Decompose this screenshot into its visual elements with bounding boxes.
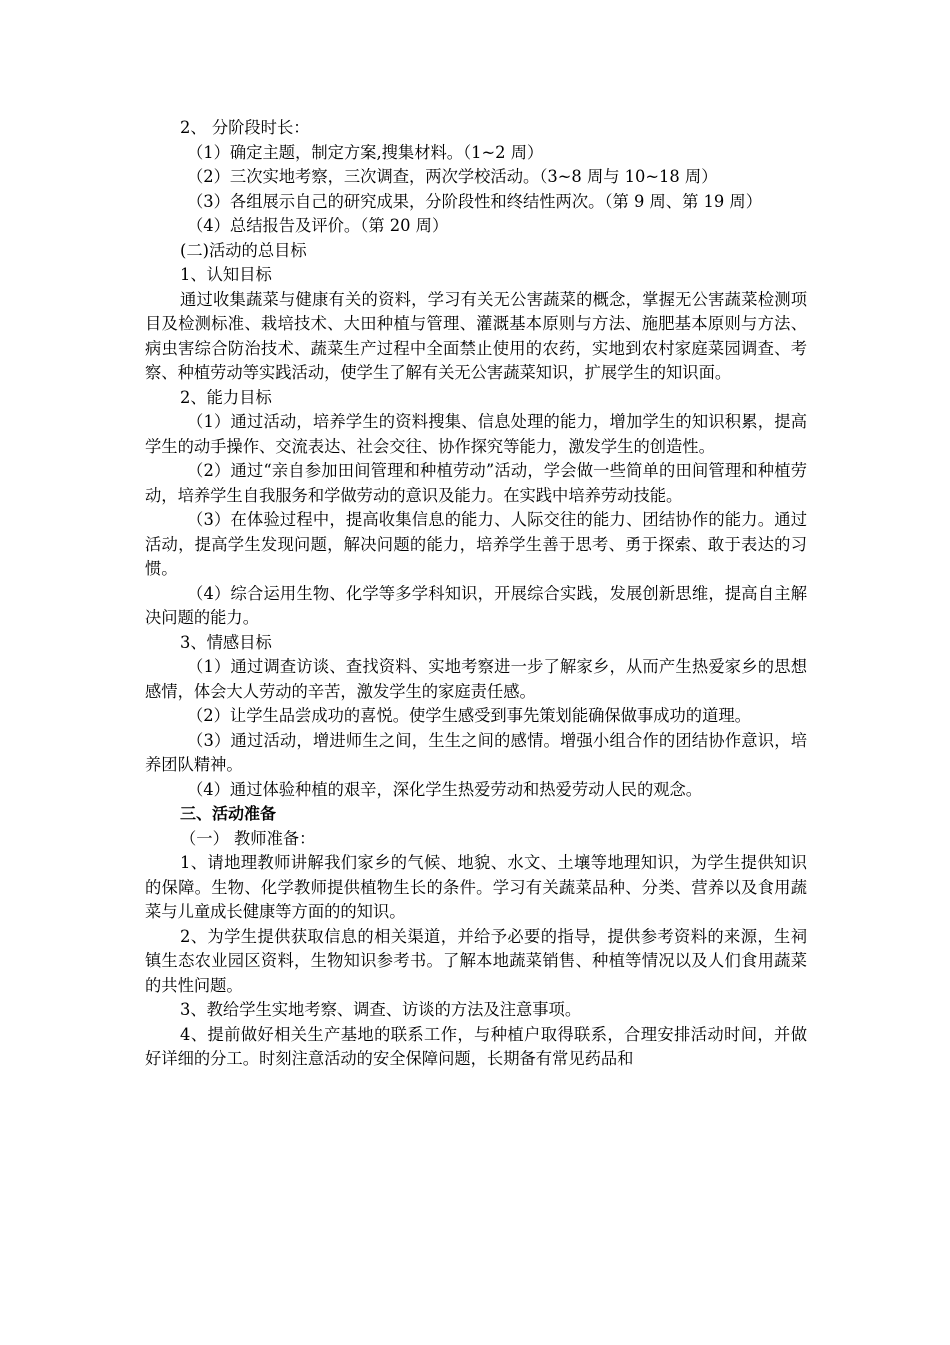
- emotional-item-4: （4）通过体验种植的艰辛，深化学生热爱劳动和热爱劳动人民的观念。: [187, 779, 703, 799]
- subheading-ability-goals: 2、能力目标: [180, 387, 272, 407]
- emotional-item-2: （2）让学生品尝成功的喜悦。使学生感受到事先策划能确保做事成功的道理。: [187, 706, 751, 725]
- section-heading-duration: 2、 分阶段时长：: [180, 118, 310, 137]
- ability-item-2: （2）通过“亲自参加田间管理和种植劳动”活动，学会做一些简单的田间管理和种植劳动，培养学生自我服务和学做劳动的意识及能力。在实践中培养劳动技能。: [145, 461, 807, 505]
- section-heading-activity-prep: 三、活动准备: [180, 804, 277, 823]
- teacher-prep-item-3: 3、教给学生实地考察、调查、访谈的方法及注意事项。: [180, 1000, 582, 1019]
- teacher-prep-item-2: 2、为学生提供获取信息的相关渠道，并给予必要的指导，提供参考资料的来源，生祠镇生态农业园区资料，生物知识参考书。了解本地蔬菜销售、种植等情况以及人们食用蔬菜的共性问题。: [145, 926, 807, 995]
- ability-item-1: （1）通过活动，培养学生的资料搜集、信息处理的能力，增加学生的知识积累，提高学生的动手操作、交流表达、社会交往、协作探究等能力，激发学生的创造性。: [145, 412, 807, 456]
- ability-item-3: （3）在体验过程中，提高收集信息的能力、人际交往的能力、团结协作的能力。通过活动，提高学生发现问题，解决问题的能力，培养学生善于思考、勇于探索、敢于表达的习惯。: [145, 510, 807, 578]
- duration-item-2: （2）三次实地考察，三次调查，两次学校活动。（3~8 周与 10~18 周）: [187, 167, 718, 186]
- section-heading-overall-goals: (二)活动的总目标: [180, 240, 307, 260]
- duration-item-3: （3）各组展示自己的研究成果，分阶段性和终结性两次。（第 9 周、第 19 周）: [187, 191, 762, 211]
- duration-item-1: （1）确定主题，制定方案,搜集材料。（1~2 周）: [187, 142, 544, 162]
- paragraph-cognitive-goals: 通过收集蔬菜与健康有关的资料，学习有关无公害蔬菜的概念，掌握无公害蔬菜检测项目及检测标准、栽培技术、大田种植与管理、灌溉基本原则与方法、施肥基本原则与方法、病虫害综合防治技术、蔬菜生产过程中全面禁止使用的农药，实地到农村家庭菜园调查、考察、种植劳动等实践活动，使学生了解有关无公害蔬菜知识，扩展学生的知识面。: [145, 289, 807, 382]
- emotional-item-3: （3）通过活动，增进师生之间，生生之间的感情。增强小组合作的团结协作意识，培养团队精神。: [145, 730, 807, 774]
- ability-item-4: （4）综合运用生物、化学等多学科知识，开展综合实践，发展创新思维，提高自主解决问题的能力。: [145, 583, 807, 627]
- subheading-emotional-goals: 3、情感目标: [180, 632, 272, 652]
- teacher-prep-item-4: 4、提前做好相关生产基地的联系工作，与种植户取得联系，合理安排活动时间，并做好详细的分工。时刻注意活动的安全保障问题，长期备有常见药品和: [145, 1024, 807, 1068]
- subheading-cognitive-goals: 1、认知目标: [180, 265, 272, 284]
- emotional-item-1: （1）通过调查访谈、查找资料、实地考察进一步了解家乡，从而产生热爱家乡的思想感情，体会大人劳动的辛苦，激发学生的家庭责任感。: [145, 657, 807, 701]
- subheading-teacher-prep: （一） 教师准备：: [180, 828, 316, 848]
- duration-item-4: （4）总结报告及评价。（第 20 周）: [187, 216, 449, 235]
- document-page: [145, 116, 807, 1072]
- teacher-prep-item-1: 1、请地理教师讲解我们家乡的气候、地貌、水文、土壤等地理知识，为学生提供知识的保障。生物、化学教师提供植物生长的条件。学习有关蔬菜品种、分类、营养以及食用蔬菜与儿童成长健康等方面的的知识。: [145, 853, 807, 921]
